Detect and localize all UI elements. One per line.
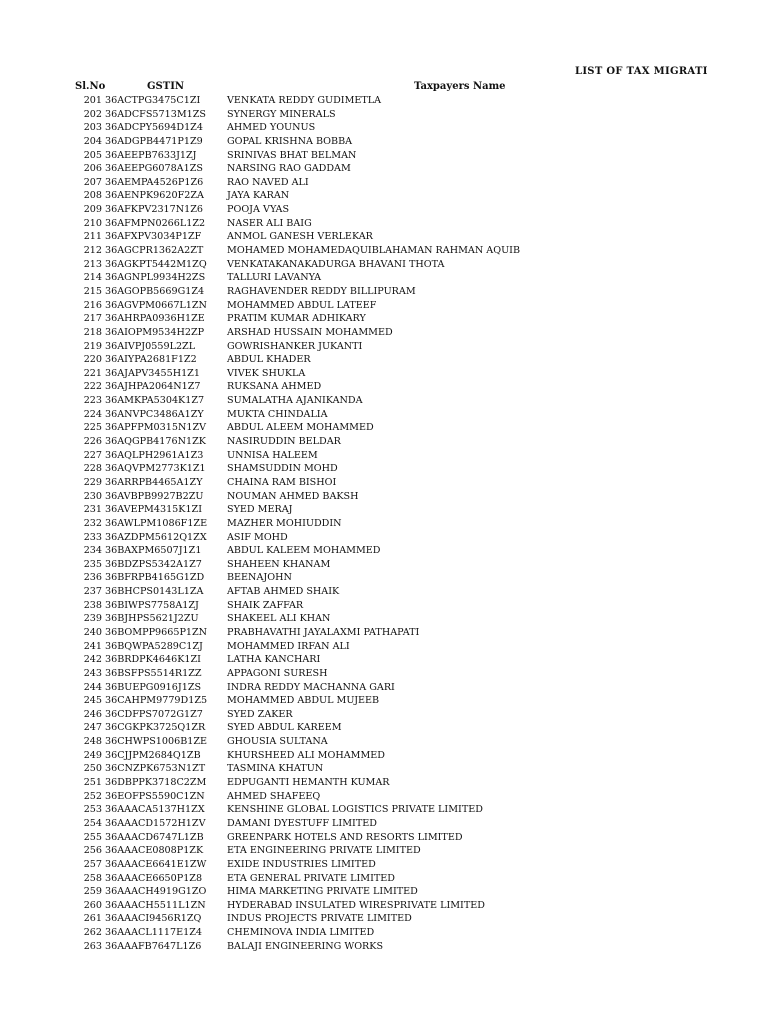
taxpayer-name-cell: GREENPARK HOTELS AND RESORTS LIMITED <box>227 831 463 843</box>
gstin-cell: 36AQVPM2773K1Z1 <box>105 463 206 475</box>
taxpayer-name-cell: MUKTA CHINDALIA <box>227 408 328 420</box>
taxpayer-name-cell: ANMOL GANESH VERLEKAR <box>227 231 373 243</box>
table-row <box>0 803 768 817</box>
taxpayer-table-body <box>0 94 768 953</box>
taxpayer-name-cell: POOJA VYAS <box>227 204 290 216</box>
table-row <box>0 462 768 476</box>
table-row <box>0 762 768 776</box>
gstin-cell: 36AQLPH2961A1Z3 <box>105 449 204 461</box>
gstin-cell: 36AFMPN0266L1Z2 <box>105 217 206 229</box>
table-row <box>0 449 768 463</box>
serial-number-cell: 215 <box>83 285 102 297</box>
table-row <box>0 517 768 531</box>
serial-number-cell: 218 <box>83 326 102 338</box>
serial-number-cell: 255 <box>83 831 102 843</box>
serial-number-cell: 243 <box>83 667 102 679</box>
serial-number-cell: 205 <box>83 149 102 161</box>
taxpayer-name-cell: SYED ZAKER <box>227 708 293 720</box>
serial-number-cell: 221 <box>83 367 102 379</box>
gstin-cell: 36AZDPM5612Q1ZX <box>105 531 207 543</box>
serial-number-cell: 237 <box>83 586 102 598</box>
gstin-cell: 36ARRPB4465A1ZY <box>105 476 203 488</box>
taxpayer-name-cell: EXIDE INDUSTRIES LIMITED <box>227 858 376 870</box>
taxpayer-name-cell: RUKSANA AHMED <box>227 381 322 393</box>
serial-number-cell: 220 <box>83 354 102 366</box>
table-row <box>0 653 768 667</box>
taxpayer-name-cell: ASIF MOHD <box>227 531 288 543</box>
taxpayer-name-cell: NARSING RAO GADDAM <box>227 163 351 175</box>
serial-number-cell: 208 <box>83 190 102 202</box>
gstin-cell: 36BDZPS5342A1Z7 <box>105 558 202 570</box>
taxpayer-name-cell: MAZHER MOHIUDDIN <box>227 517 342 529</box>
taxpayer-name-cell: AHMED SHAFEEQ <box>227 790 321 802</box>
taxpayer-name-cell: MOHAMMED ABDUL MUJEEB <box>227 695 380 707</box>
taxpayer-name-cell: GOWRISHANKER JUKANTI <box>227 340 363 352</box>
serial-number-cell: 214 <box>83 272 102 284</box>
gstin-cell: 36BIWPS7758A1ZJ <box>105 599 199 611</box>
gstin-cell: 36AGVPM0667L1ZN <box>105 299 207 311</box>
serial-number-cell: 256 <box>83 845 102 857</box>
table-row <box>0 258 768 272</box>
gstin-cell: 36AAACH4919G1ZO <box>105 886 207 898</box>
serial-number-cell: 262 <box>83 927 102 939</box>
gstin-cell: 36AWLPM1086F1ZE <box>105 517 208 529</box>
table-row <box>0 531 768 545</box>
table-row <box>0 694 768 708</box>
gstin-cell: 36AVEPM4315K1ZI <box>105 504 203 516</box>
gstin-cell: 36AFKPV2317N1Z6 <box>105 204 204 216</box>
taxpayer-name-cell: GOPAL KRISHNA BOBBA <box>227 135 353 147</box>
gstin-cell: 36BJHPS5621J2ZU <box>105 613 199 625</box>
serial-number-cell: 224 <box>83 408 102 420</box>
serial-number-cell: 251 <box>83 777 102 789</box>
serial-number-cell: 236 <box>83 572 102 584</box>
taxpayer-name-cell: SYNERGY MINERALS <box>227 108 336 120</box>
table-row <box>0 790 768 804</box>
table-row <box>0 203 768 217</box>
gstin-cell: 36ACTPG3475C1ZI <box>105 95 201 106</box>
table-row <box>0 149 768 163</box>
taxpayer-name-cell: APPAGONI SURESH <box>227 667 328 679</box>
table-row <box>0 571 768 585</box>
taxpayer-name-cell: SHAHEEN KHANAM <box>227 558 331 570</box>
gstin-cell: 36AMKPA5304K1Z7 <box>105 395 205 407</box>
taxpayer-name-cell: KENSHINE GLOBAL LOGISTICS PRIVATE LIMITED <box>227 804 483 816</box>
column-header-gstin: GSTIN <box>147 81 185 92</box>
taxpayer-name-cell: AHMED YOUNUS <box>227 122 316 134</box>
serial-number-cell: 246 <box>83 708 102 720</box>
table-row <box>0 872 768 886</box>
gstin-cell: 36AEMPA4526P1Z6 <box>105 176 204 188</box>
column-header-slno: Sl.No <box>75 81 106 92</box>
gstin-cell: 36ADGPB4471P1Z9 <box>105 135 203 147</box>
serial-number-cell: 257 <box>83 858 102 870</box>
taxpayer-name-cell: VIVEK SHUKLA <box>227 367 306 379</box>
taxpayer-name-cell: NOUMAN AHMED BAKSH <box>227 490 359 502</box>
gstin-cell: 36AJAPV3455H1Z1 <box>105 367 200 379</box>
serial-number-cell: 235 <box>83 558 102 570</box>
taxpayer-name-cell: JAYA KARAN <box>227 190 290 202</box>
taxpayer-name-cell: SHAKEEL ALI KHAN <box>227 613 331 625</box>
gstin-cell: 36CAHPM9779D1Z5 <box>105 695 208 707</box>
serial-number-cell: 219 <box>83 340 102 352</box>
serial-number-cell: 252 <box>83 790 102 802</box>
serial-number-cell: 259 <box>83 886 102 898</box>
gstin-cell: 36AAAFB7647L1Z6 <box>105 940 202 952</box>
gstin-cell: 36AENPK9620F2ZA <box>105 190 204 202</box>
gstin-cell: 36DBPPK3718C2ZM <box>105 777 207 789</box>
table-row <box>0 435 768 449</box>
table-row <box>0 189 768 203</box>
gstin-cell: 36AIYPA2681F1Z2 <box>105 354 197 366</box>
gstin-cell: 36AEEPB7633J1ZJ <box>105 149 197 161</box>
serial-number-cell: 233 <box>83 531 102 543</box>
table-row <box>0 926 768 940</box>
gstin-cell: 36AAACE0808P1ZK <box>105 845 204 857</box>
taxpayer-name-cell: SYED MERAJ <box>227 504 293 516</box>
gstin-cell: 36AGCPR1362A2ZT <box>105 245 204 257</box>
table-row <box>0 749 768 763</box>
taxpayer-name-cell: VENKATAKANAKADURGA BHAVANI THOTA <box>227 258 445 270</box>
serial-number-cell: 223 <box>83 395 102 407</box>
table-row <box>0 408 768 422</box>
table-row <box>0 299 768 313</box>
table-row <box>0 899 768 913</box>
serial-number-cell: 232 <box>83 517 102 529</box>
serial-number-cell: 230 <box>83 490 102 502</box>
gstin-cell: 36BUEPG0916J1ZS <box>105 681 202 693</box>
taxpayer-name-cell: INDRA REDDY MACHANNA GARI <box>227 681 395 693</box>
taxpayer-name-cell: MOHAMMED IRFAN ALI <box>227 640 350 652</box>
taxpayer-name-cell: VENKATA REDDY GUDIMETLA <box>227 95 382 106</box>
gstin-cell: 36AGNPL9934H2ZS <box>105 272 206 284</box>
table-row <box>0 353 768 367</box>
serial-number-cell: 227 <box>83 449 102 461</box>
serial-number-cell: 206 <box>83 163 102 175</box>
serial-number-cell: 229 <box>83 476 102 488</box>
table-row <box>0 735 768 749</box>
taxpayer-name-cell: ABDUL KALEEM MOHAMMED <box>227 545 381 557</box>
serial-number-cell: 241 <box>83 640 102 652</box>
serial-number-cell: 207 <box>83 176 102 188</box>
gstin-cell: 36EOFPS5590C1ZN <box>105 790 205 802</box>
taxpayer-name-cell: UNNISA HALEEM <box>227 449 318 461</box>
gstin-cell: 36AGOPB5669G1Z4 <box>105 285 205 297</box>
gstin-cell: 36AAACE6650P1Z8 <box>105 872 203 884</box>
serial-number-cell: 234 <box>83 545 102 557</box>
taxpayer-name-cell: ETA GENERAL PRIVATE LIMITED <box>227 872 395 884</box>
gstin-cell: 36AAACD1572H1ZV <box>105 817 206 829</box>
gstin-cell: 36ADCPY5694D1Z4 <box>105 122 203 134</box>
gstin-cell: 36AAACE6641E1ZW <box>105 858 207 870</box>
serial-number-cell: 226 <box>83 436 102 448</box>
table-row <box>0 217 768 231</box>
serial-number-cell: 211 <box>83 231 102 243</box>
gstin-cell: 36BRDPK4646K1ZI <box>105 654 201 666</box>
table-row <box>0 121 768 135</box>
table-row <box>0 340 768 354</box>
serial-number-cell: 231 <box>83 504 102 516</box>
table-row <box>0 858 768 872</box>
gstin-cell: 36BOMPP9665P1ZN <box>105 626 208 638</box>
taxpayer-name-cell: SYED ABDUL KAREEM <box>227 722 342 734</box>
taxpayer-name-cell: NASER ALI BAIG <box>227 217 312 229</box>
serial-number-cell: 217 <box>83 313 102 325</box>
serial-number-cell: 225 <box>83 422 102 434</box>
gstin-cell: 36BAXPM6507J1Z1 <box>105 545 202 557</box>
table-row <box>0 940 768 954</box>
serial-number-cell: 261 <box>83 913 102 925</box>
gstin-cell: 36AGKPT5442M1ZQ <box>105 258 207 270</box>
table-row <box>0 912 768 926</box>
serial-number-cell: 260 <box>83 899 102 911</box>
gstin-cell: 36BQWPA5289C1ZJ <box>105 640 203 652</box>
gstin-cell: 36AIOPM9534H2ZP <box>105 326 205 338</box>
serial-number-cell: 258 <box>83 872 102 884</box>
taxpayer-name-cell: EDPUGANTI HEMANTH KUMAR <box>227 777 390 789</box>
table-row <box>0 817 768 831</box>
serial-number-cell: 254 <box>83 817 102 829</box>
table-row <box>0 230 768 244</box>
table-row <box>0 721 768 735</box>
table-row <box>0 94 768 108</box>
table-row <box>0 885 768 899</box>
taxpayer-name-cell: RAO NAVED ALI <box>227 176 309 188</box>
table-row <box>0 626 768 640</box>
taxpayer-name-cell: MOHAMED MOHAMEDAQUIBLAHAMAN RAHMAN AQUIB <box>227 245 520 257</box>
table-row <box>0 326 768 340</box>
page-title: LIST OF TAX MIGRATI <box>575 66 708 77</box>
taxpayer-name-cell: AFTAB AHMED SHAIK <box>227 586 340 598</box>
taxpayer-name-cell: ABDUL KHADER <box>227 354 311 366</box>
table-row <box>0 681 768 695</box>
serial-number-cell: 212 <box>83 245 102 257</box>
table-row <box>0 503 768 517</box>
table-row <box>0 490 768 504</box>
taxpayer-name-cell: PRABHAVATHI JAYALAXMI PATHAPATI <box>227 626 420 638</box>
serial-number-cell: 240 <box>83 626 102 638</box>
gstin-cell: 36BHCPS0143L1ZA <box>105 586 204 598</box>
taxpayer-name-cell: BALAJI ENGINEERING WORKS <box>227 940 384 952</box>
table-row <box>0 558 768 572</box>
table-row <box>0 776 768 790</box>
serial-number-cell: 244 <box>83 681 102 693</box>
taxpayer-name-cell: NASIRUDDIN BELDAR <box>227 436 341 448</box>
taxpayer-name-cell: MOHAMMED ABDUL LATEEF <box>227 299 377 311</box>
table-row <box>0 612 768 626</box>
serial-number-cell: 222 <box>83 381 102 393</box>
table-row <box>0 108 768 122</box>
taxpayer-name-cell: BEENAJOHN <box>227 572 292 584</box>
gstin-cell: 36AJHPA2064N1Z7 <box>105 381 201 393</box>
taxpayer-name-cell: INDUS PROJECTS PRIVATE LIMITED <box>227 913 412 925</box>
serial-number-cell: 203 <box>83 122 102 134</box>
table-row <box>0 312 768 326</box>
taxpayer-name-cell: TASMINA KHATUN <box>227 763 324 775</box>
gstin-cell: 36ADCFS5713M1ZS <box>105 108 206 120</box>
taxpayer-name-cell: CHAINA RAM BISHOI <box>227 476 337 488</box>
serial-number-cell: 242 <box>83 654 102 666</box>
table-row <box>0 162 768 176</box>
gstin-cell: 36BSFPS5514R1ZZ <box>105 667 202 679</box>
table-row <box>0 421 768 435</box>
gstin-cell: 36AFXPV3034P1ZF <box>105 231 202 243</box>
table-row <box>0 244 768 258</box>
taxpayer-name-cell: SUMALATHA AJANIKANDA <box>227 395 363 407</box>
serial-number-cell: 247 <box>83 722 102 734</box>
table-row <box>0 135 768 149</box>
table-row <box>0 380 768 394</box>
gstin-cell: 36AAACD6747L1ZB <box>105 831 204 843</box>
table-header <box>0 81 768 95</box>
gstin-cell: 36AAACI9456R1ZQ <box>105 913 202 925</box>
table-row <box>0 708 768 722</box>
gstin-cell: 36AVBPB9927B2ZU <box>105 490 204 502</box>
table-row <box>0 476 768 490</box>
table-row <box>0 394 768 408</box>
serial-number-cell: 228 <box>83 463 102 475</box>
taxpayer-name-cell: ETA ENGINEERING PRIVATE LIMITED <box>227 845 421 857</box>
gstin-cell: 36APFPM0315N1ZV <box>105 422 207 434</box>
taxpayer-name-cell: ARSHAD HUSSAIN MOHAMMED <box>227 326 393 338</box>
taxpayer-name-cell: GHOUSIA SULTANA <box>227 736 328 748</box>
serial-number-cell: 239 <box>83 613 102 625</box>
gstin-cell: 36AAACA5137H1ZX <box>105 804 205 816</box>
serial-number-cell: 209 <box>83 204 102 216</box>
table-row <box>0 640 768 654</box>
table-row <box>0 285 768 299</box>
table-row <box>0 599 768 613</box>
serial-number-cell: 201 <box>83 95 102 106</box>
serial-number-cell: 216 <box>83 299 102 311</box>
table-row <box>0 844 768 858</box>
serial-number-cell: 263 <box>83 940 102 952</box>
taxpayer-name-cell: HIMA MARKETING PRIVATE LIMITED <box>227 886 418 898</box>
serial-number-cell: 249 <box>83 749 102 761</box>
taxpayer-name-cell: DAMANI DYESTUFF LIMITED <box>227 817 377 829</box>
table-row <box>0 544 768 558</box>
taxpayer-name-cell: HYDERABAD INSULATED WIRESPRIVATE LIMITED <box>227 899 485 911</box>
gstin-cell: 36AAACL1117E1Z4 <box>105 927 202 939</box>
taxpayer-name-cell: RAGHAVENDER REDDY BILLIPURAM <box>227 285 416 297</box>
taxpayer-name-cell: SHAMSUDDIN MOHD <box>227 463 338 475</box>
gstin-cell: 36AEEPG6078A1ZS <box>105 163 203 175</box>
taxpayer-name-cell: TALLURI LAVANYA <box>227 272 322 284</box>
table-row <box>0 367 768 381</box>
gstin-cell: 36AAACH5511L1ZN <box>105 899 206 911</box>
table-row <box>0 831 768 845</box>
gstin-cell: 36CDFPS7072G1Z7 <box>105 708 203 720</box>
taxpayer-name-cell: KHURSHEED ALI MOHAMMED <box>227 749 385 761</box>
table-row <box>0 176 768 190</box>
gstin-cell: 36ANVPC3486A1ZY <box>105 408 204 420</box>
gstin-cell: 36AHRPA0936H1ZE <box>105 313 205 325</box>
taxpayer-name-cell: LATHA KANCHARI <box>227 654 321 666</box>
gstin-cell: 36CNZPK6753N1ZT <box>105 763 206 775</box>
taxpayer-name-cell: SRINIVAS BHAT BELMAN <box>227 149 357 161</box>
serial-number-cell: 253 <box>83 804 102 816</box>
serial-number-cell: 245 <box>83 695 102 707</box>
serial-number-cell: 204 <box>83 135 102 147</box>
table-row <box>0 271 768 285</box>
taxpayer-name-cell: PRATIM KUMAR ADHIKARY <box>227 313 366 325</box>
serial-number-cell: 250 <box>83 763 102 775</box>
serial-number-cell: 210 <box>83 217 102 229</box>
gstin-cell: 36AQGPB4176N1ZK <box>105 436 206 448</box>
table-row <box>0 585 768 599</box>
gstin-cell: 36AIVPJ0559L2ZL <box>105 340 196 352</box>
gstin-cell: 36BFRPB4165G1ZD <box>105 572 205 584</box>
gstin-cell: 36CGKPK3725Q1ZR <box>105 722 206 734</box>
serial-number-cell: 213 <box>83 258 102 270</box>
gstin-cell: 36CJJPM2684Q1ZB <box>105 749 201 761</box>
column-header-taxpayer-name: Taxpayers Name <box>414 81 506 92</box>
taxpayer-name-cell: ABDUL ALEEM MOHAMMED <box>227 422 374 434</box>
serial-number-cell: 202 <box>83 108 102 120</box>
taxpayer-name-cell: SHAIK ZAFFAR <box>227 599 304 611</box>
table-row <box>0 667 768 681</box>
serial-number-cell: 238 <box>83 599 102 611</box>
taxpayer-name-cell: CHEMINOVA INDIA LIMITED <box>227 927 375 939</box>
serial-number-cell: 248 <box>83 736 102 748</box>
gstin-cell: 36CHWPS1006B1ZE <box>105 736 208 748</box>
